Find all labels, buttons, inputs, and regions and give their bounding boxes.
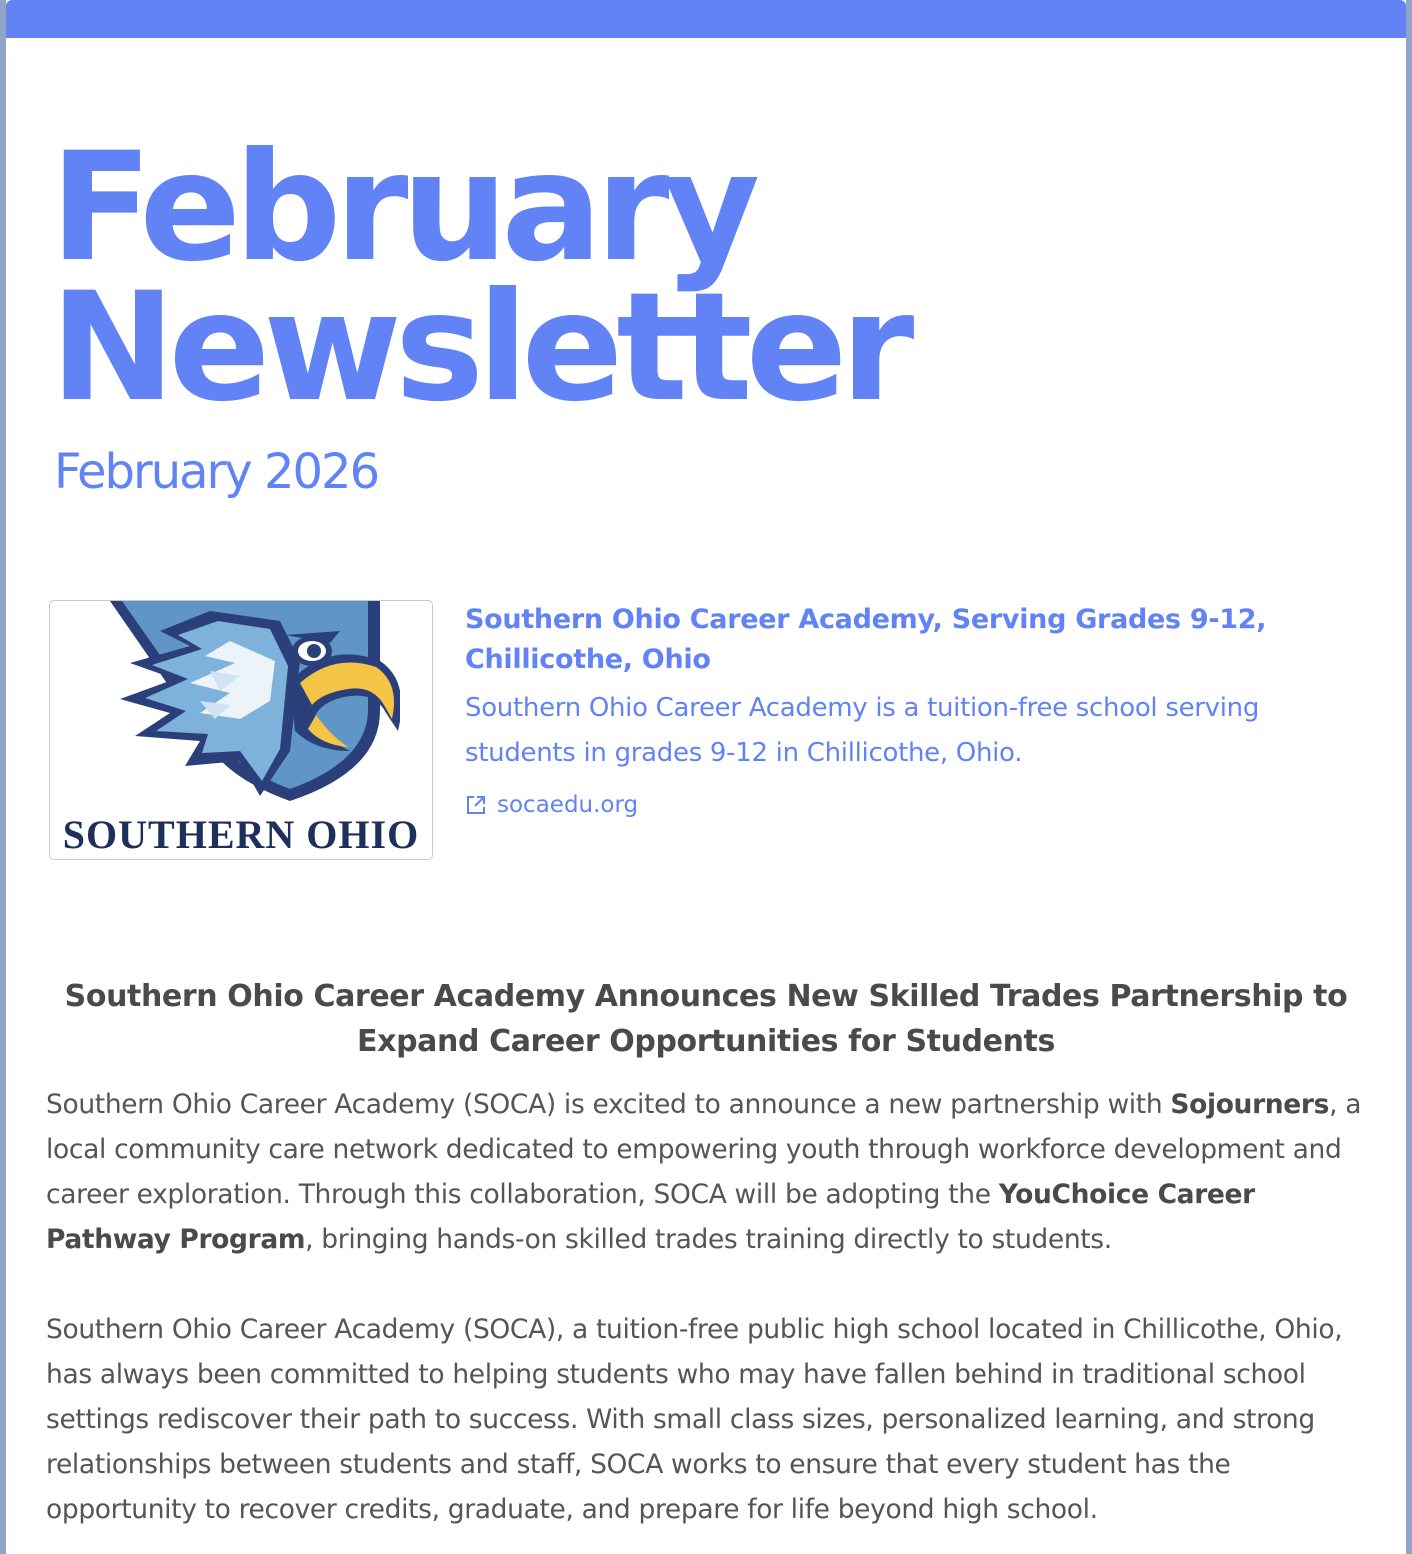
eagle-icon: [90, 601, 400, 811]
p1-text-2: , a local community care network dedicated to empowering youth through workforce development and career exploration. Through this collaboration, SOCA will be adopting the: [46, 1089, 1362, 1210]
newsletter-card: [6, 0, 1406, 1554]
logo-caption: SOUTHERN OHIO: [62, 812, 420, 857]
school-description: Southern Ohio Career Academy is a tuition-free school serving students in grades 9-12 in Chillicothe, Ohio.: [465, 693, 1260, 768]
title-line-1: February: [50, 121, 754, 295]
article-paragraph-1: [46, 1082, 1366, 1262]
newsletter-title: [50, 121, 908, 435]
school-logo[interactable]: [49, 600, 433, 860]
article-body: [46, 1082, 1366, 1554]
top-accent-bar: [6, 0, 1406, 38]
title-line-2: Newsletter: [50, 261, 908, 435]
p1-bold-sojourners: Sojourners: [1170, 1089, 1330, 1120]
school-website-text: socaedu.org: [497, 792, 639, 818]
school-info: [465, 600, 1345, 818]
p1-text-1: Southern Ohio Career Academy (SOCA) is excited to announce a new partnership with: [46, 1089, 1171, 1120]
p1-bold-program: YouChoice Career Pathway Program: [46, 1179, 1255, 1255]
article-paragraph-2: Southern Ohio Career Academy (SOCA), a tuition-free public high school located in Chillicothe, Ohio, has always been committed to helping students who may have fallen behind in traditional school settings rediscover their path to success. With small class sizes, personalized learning, and strong relationships between students and staff, SOCA works to ensure that every student has the opportunity to recover credits, graduate, and prepare for life beyond high school.: [46, 1314, 1343, 1525]
school-name-link[interactable]: Southern Ohio Career Academy, Serving Grades 9-12, Chillicothe, Ohio: [465, 604, 1267, 675]
p1-text-3: , bringing hands-on skilled trades training directly to students.: [305, 1224, 1112, 1255]
newsletter-date: February 2026: [54, 444, 379, 500]
external-link-icon: [465, 794, 487, 816]
school-website-link[interactable]: [465, 792, 1345, 818]
article-heading: Southern Ohio Career Academy Announces New Skilled Trades Partnership to Expand Career Opportunities for Students: [64, 979, 1348, 1059]
